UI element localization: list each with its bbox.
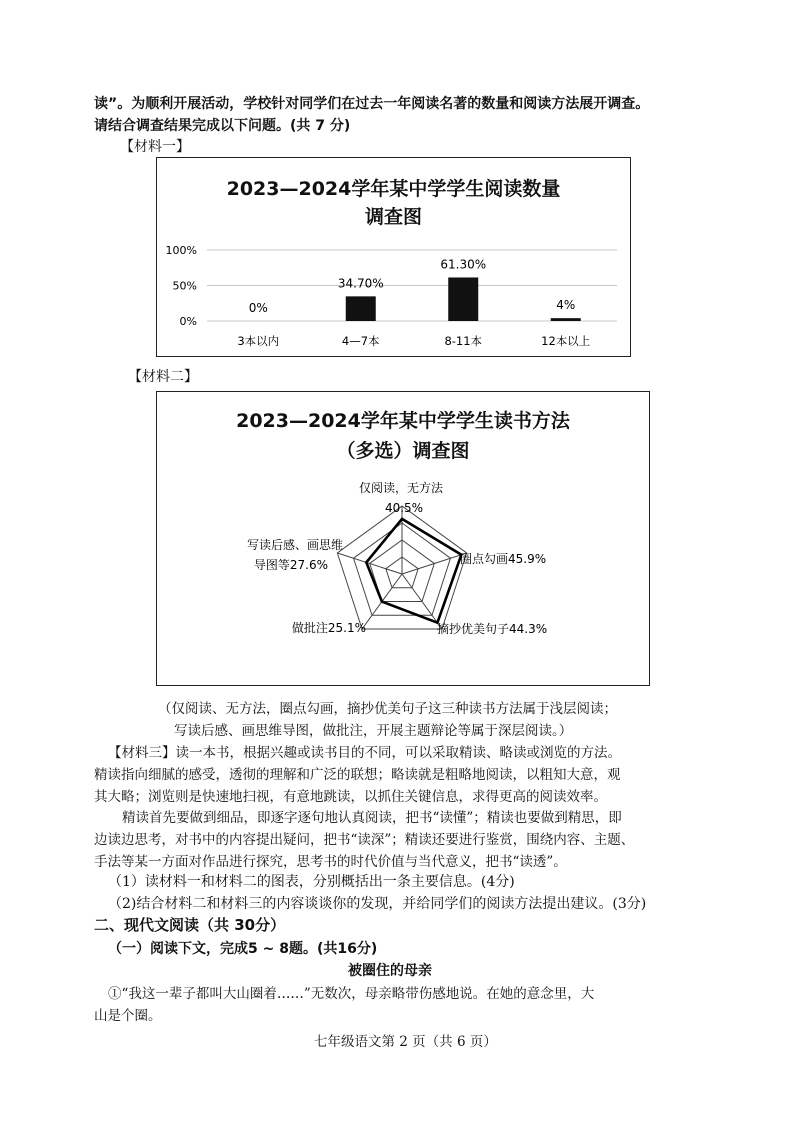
bar <box>551 318 581 321</box>
question-1: （1）读材料一和材料二的图表，分别概括出一条主要信息。(4分) <box>108 874 515 890</box>
material3-line-2: 精读指向细腻的感受，透彻的理解和广泛的联想；略读就是粗略地阅读，以粗知大意，观 <box>94 767 621 783</box>
intro-line-2: 请结合调查结果完成以下问题。(共 7 分) <box>94 118 351 134</box>
radar-data-series <box>366 519 461 623</box>
material3-line-6: 手法等某一方面对作品进行探究，思考书的时代价值与当代意义，把书“读透”。 <box>94 854 567 870</box>
bar <box>346 296 376 321</box>
section2-heading: 二、现代文阅读（共 30分） <box>94 916 286 934</box>
bar-y-tick-label: 100% <box>165 244 197 257</box>
bar-category-label: 3本以内 <box>237 334 280 348</box>
bar-category-label: 4—7本 <box>341 334 380 348</box>
bar-category-label: 12本以上 <box>541 334 591 348</box>
article-paragraph1-line1: ①“我这一辈子都叫大山圈着……”无数次，母亲略带伤感地说。在她的意念里，大 <box>108 986 595 1002</box>
radar-label-reading-only-pct: 40.5% <box>384 501 424 515</box>
bar-data-label: 4% <box>556 298 576 313</box>
radar-label-reflection-line2: 导图等27.6% <box>253 558 328 572</box>
material3-line-5: 边读边思考，对书中的内容提出疑问，把书“读深”；精读还要进行鉴赏，围绕内容、主题、 <box>94 832 635 848</box>
note-line-1: （仅阅读、无方法，圈点勾画，摘抄优美句子这三种读书方法属于浅层阅读； <box>158 701 617 717</box>
bar <box>448 277 478 321</box>
radar-label-excerpt: 摘抄优美句子44.3% <box>437 622 548 636</box>
material3-line-4: 精读首先要做到细品，即逐字逐句地认真阅读，把书“读懂”；精读也要做到精思，即 <box>122 810 622 826</box>
bar-chart-plot <box>157 158 630 356</box>
radar-label-circling: 圈点勾画45.9% <box>460 552 547 566</box>
radar-chart-title-line2: （多选）调查图 <box>336 440 470 462</box>
intro-line-1: 读”。为顺利开展活动，学校针对同学们在过去一年阅读名著的数量和阅读方法展开调查。 <box>94 96 650 112</box>
radar-chart-plot <box>157 392 649 685</box>
article-paragraph1-line2: 山是个圈。 <box>94 1008 162 1024</box>
bar-y-tick-label: 0% <box>179 315 197 328</box>
bar-chart-title-line1: 2023—2024学年某中学学生阅读数量 <box>226 178 561 200</box>
material2-label: 【材料二】 <box>128 369 198 385</box>
section2-subheading: （一）阅读下文，完成5 ~ 8题。(共16分) <box>108 941 378 957</box>
bar-category-label: 8-11本 <box>444 334 483 348</box>
radar-chart-box <box>156 391 650 686</box>
bar-chart-title-line2: 调查图 <box>364 206 422 228</box>
note-line-2: 写读后感、画思维导图，做批注，开展主题辩论等属于深层阅读。） <box>174 723 573 739</box>
bar-data-label: 61.30% <box>440 257 487 272</box>
bar-y-tick-label: 50% <box>172 279 197 293</box>
question-2: （2)结合材料二和材料三的内容谈谈你的发现，并给同学们的阅读方法提出建议。(3分) <box>108 896 647 912</box>
bar-data-label: 0% <box>248 301 268 315</box>
material1-label: 【材料一】 <box>120 139 190 155</box>
page-footer: 七年级语文第 2 页（共 6 页） <box>314 1034 497 1050</box>
radar-label-reflection-line1: 写读后感、画思维 <box>246 538 343 552</box>
bar-chart-box <box>156 157 631 357</box>
radar-label-reading-only: 仅阅读，无方法 <box>358 481 444 495</box>
radar-label-annotation: 做批注25.1% <box>291 621 366 635</box>
material3-line-3: 其大略；浏览则是快速地扫视，有意地跳读，以抓住关键信息，求得更高的阅读效率。 <box>94 789 607 805</box>
bar-data-label: 34.70% <box>337 276 384 291</box>
article-title: 被圈住的母亲 <box>348 963 432 979</box>
radar-chart-title-line1: 2023—2024学年某中学学生读书方法 <box>236 410 570 432</box>
material3-line-1: 【材料三】读一本书，根据兴趣或读书目的不同，可以采取精读、略读或浏览的方法。 <box>108 745 621 761</box>
